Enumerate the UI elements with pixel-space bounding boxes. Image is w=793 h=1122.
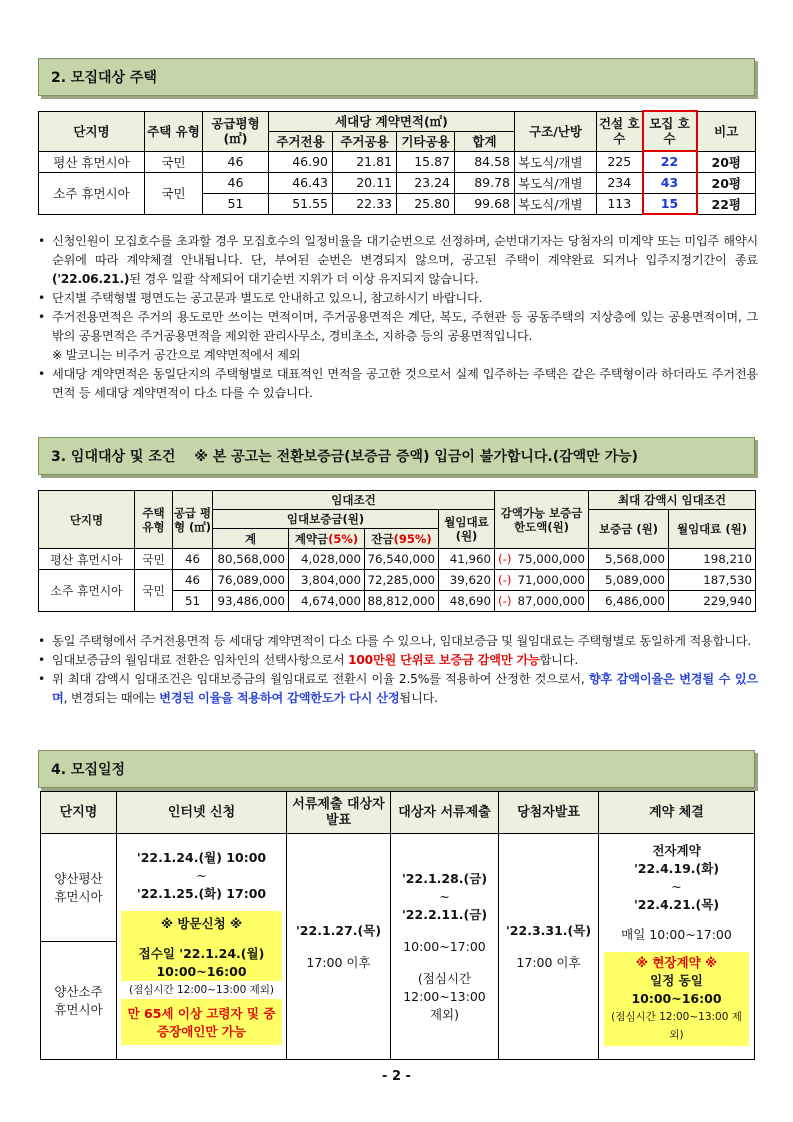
contract-daily: 매일 10:00~17:00: [621, 926, 732, 942]
note-text: 합니다.: [539, 653, 578, 667]
online-end: '22.1.25.(화) 17:00: [136, 885, 267, 901]
th-winner: 당첨자발표: [499, 792, 599, 834]
th-max-monthly: 월임대료 (원): [669, 510, 756, 549]
doc-submit-time: 10:00~17:00: [403, 938, 486, 954]
cell-monthly: 48,690: [439, 591, 495, 612]
contract-end: '22.4.21.(목): [633, 896, 720, 912]
note-text: 위 최대 감액시 임대조건은 임대보증금의 월임대료로 전환시 이율 2.5%를 적용하여 산정한 것으로서,: [52, 672, 589, 686]
section-3-header: [38, 437, 755, 475]
th-down-label: 계약금: [294, 531, 329, 546]
cell-total: 80,568,000: [213, 549, 289, 570]
cell-monthly: 39,620: [439, 570, 495, 591]
section-2-notes: [38, 232, 758, 403]
note-highlight: 변경된 이율을 적용하여 감액한도가 다시 산정: [159, 691, 400, 705]
cell-minus: (-): [495, 549, 515, 570]
cell-structure: 복도식/개별: [515, 172, 597, 193]
cell-down: 4,674,000: [289, 591, 365, 612]
note-contract-area: • 세대당 계약면적은 동일단지의 주택형별로 대표적인 면적을 공고한 것으로서 실제 입주하는 주택은 같은 주택형이라 하더라도 주거전용면적 등 세대당 계약면적이 다소 다를 수 있습니다.: [38, 365, 758, 403]
th-doc-target: 서류제출 대상자 발표: [287, 792, 391, 834]
note-text: 된 경우 일괄 삭제되어 대기순번 지위가 더 이상 유지되지 않습니다.: [129, 272, 479, 286]
th-note: 비고: [697, 111, 756, 151]
doc-submit-tilde: ~: [439, 888, 450, 904]
contract-tilde: ~: [671, 878, 682, 894]
cell-note: 20평: [697, 151, 756, 172]
cell-area: 46: [173, 570, 213, 591]
cell-minus: (-): [495, 591, 515, 612]
cell-sum: 89.78: [455, 172, 515, 193]
th-sum: 합계: [455, 131, 515, 151]
th-down-pct: (5%): [328, 531, 359, 546]
th-contract: 계약 체결: [599, 792, 755, 834]
doc-target-date: '22.1.27.(목): [295, 922, 382, 938]
cell-exclusive: 46.43: [269, 172, 333, 193]
th-complex: 단지명: [41, 792, 117, 834]
note-floorplan: • 단지별 주택형별 평면도는 공고문과 별도로 안내하고 있으니, 참고하시기 바랍니다.: [38, 289, 758, 308]
th-complex: 단지명: [39, 491, 135, 549]
th-rental-conditions: 임대조건: [213, 491, 495, 510]
cell-structure: 복도식/개별: [515, 193, 597, 214]
visit-title: ※ 방문신청 ※: [160, 915, 243, 931]
note-text: 됩니다.: [399, 691, 438, 705]
th-max-reduction: 최대 감액시 임대조건: [589, 491, 756, 510]
cell-max-deposit: 5,089,000: [589, 570, 669, 591]
cell-recruit: 15: [643, 193, 697, 214]
th-exclusive: 주거전용: [269, 131, 333, 151]
cell-max-monthly: 187,530: [669, 570, 756, 591]
cell-area: 46: [203, 172, 269, 193]
page-number: - 2 -: [382, 1069, 411, 1084]
cell-recruit: 22: [643, 151, 697, 172]
section-2-title: 2. 모집대상 주택: [51, 70, 157, 86]
cell-common: 20.11: [333, 172, 397, 193]
th-balance-label: 잔금: [371, 531, 394, 546]
cell-monthly: 41,960: [439, 549, 495, 570]
visit-eligibility: 만 65세 이상 고령자 및 중증장애인만 가능: [127, 1005, 276, 1039]
th-other: 기타공용: [397, 131, 455, 151]
cell-sum: 99.68: [455, 193, 515, 214]
cell-max-monthly: 229,940: [669, 591, 756, 612]
cell-type: 국민: [135, 549, 173, 570]
doc-submit-lunch: (점심시간 12:00~13:00 제외): [403, 970, 486, 1022]
cell-type: 국민: [145, 172, 203, 214]
note-same-type: • 동일 주택형에서 주거전용면적 등 세대당 계약면적이 다소 다를 수 있으나, 임대보증금 및 월임대료는 주택형별로 동일하게 적용합니다.: [38, 632, 758, 651]
online-start: '22.1.24.(월) 10:00: [136, 849, 267, 865]
th-doc-submit: 대상자 서류제출: [391, 792, 499, 834]
doc-submit-start: '22.1.28.(금): [401, 870, 488, 886]
cell-common: 22.33: [333, 193, 397, 214]
onsite-same: 일정 동일: [650, 972, 703, 988]
th-recruit: 모집 호수: [643, 111, 697, 151]
cell-reducible: 75,000,000: [515, 549, 589, 570]
th-total: 계: [213, 529, 289, 549]
cell-type: 국민: [145, 151, 203, 172]
cell-winner: [499, 834, 599, 1060]
cell-reducible: 71,000,000: [515, 570, 589, 591]
cell-online: [117, 834, 287, 1060]
target-housing-table: [38, 110, 756, 215]
th-balance-pct: (95%): [393, 531, 432, 546]
th-deposit: 임대보증금(원): [213, 510, 439, 529]
cell-reducible: 87,000,000: [515, 591, 589, 612]
th-max-deposit: 보증금 (원): [589, 510, 669, 549]
cell-built: 225: [597, 151, 643, 172]
cell-complex: 평산 휴먼시아: [39, 151, 145, 172]
cell-complex-soju: 양산소주 휴먼시아: [41, 942, 117, 1060]
cell-max-deposit: 5,568,000: [589, 549, 669, 570]
doc-submit-end: '22.2.11.(금): [401, 906, 488, 922]
table-row: [39, 549, 756, 570]
th-structure: 구조/난방: [515, 111, 597, 151]
th-online: 인터넷 신청: [117, 792, 287, 834]
note-highlight: 향후 감액이율은 변경될 수 있으며: [52, 672, 759, 705]
table-row: [39, 151, 756, 172]
section-3-notice: ※ 본 공고는 전환보증금(보증금 증액) 입금이 불가합니다.(감액만 가능): [194, 449, 639, 465]
visit-time: 10:00~16:00: [156, 963, 247, 979]
cell-complex-pyeongsan: 양산평산 휴먼시아: [41, 834, 117, 942]
th-complex: 단지명: [39, 111, 145, 151]
th-built: 건설 호수: [597, 111, 643, 151]
cell-note: 20평: [697, 172, 756, 193]
note-balcony: ※ 발코니는 비주거 공간으로 계약면적에서 제외: [52, 348, 301, 362]
schedule-table: [40, 791, 755, 1060]
note-highlight: 100만원 단위로 보증금 감액만 가능: [348, 653, 540, 667]
rental-conditions-table: [38, 490, 756, 612]
th-area: 공급평형 (㎡): [203, 111, 269, 151]
cell-balance: 88,812,000: [365, 591, 439, 612]
cell-area: 51: [173, 591, 213, 612]
cell-doc-target: [287, 834, 391, 1060]
contract-start: '22.4.19.(화): [633, 860, 720, 876]
cell-type: 국민: [135, 570, 173, 612]
section-2-header: [38, 58, 755, 96]
cell-balance: 72,285,000: [365, 570, 439, 591]
cell-max-deposit: 6,486,000: [589, 591, 669, 612]
cell-minus: (-): [495, 570, 515, 591]
cell-note: 22평: [697, 193, 756, 214]
winner-date: '22.3.31.(목): [505, 922, 592, 938]
doc-target-time: 17:00 이후: [306, 954, 371, 970]
cell-other: 23.24: [397, 172, 455, 193]
cell-max-monthly: 198,210: [669, 549, 756, 570]
winner-time: 17:00 이후: [516, 954, 581, 970]
cell-other: 15.87: [397, 151, 455, 172]
th-contract-area: 세대당 계약면적(㎡): [269, 111, 515, 131]
online-tilde: ~: [196, 867, 207, 883]
th-type: 주택 유형: [135, 491, 173, 549]
cell-sum: 84.58: [455, 151, 515, 172]
cell-complex: 평산 휴먼시아: [39, 549, 135, 570]
cell-complex: 소주 휴먼시아: [39, 172, 145, 214]
th-common: 주거공용: [333, 131, 397, 151]
cell-complex: 소주 휴먼시아: [39, 570, 135, 612]
cell-built: 113: [597, 193, 643, 214]
cell-down: 3,804,000: [289, 570, 365, 591]
th-down-payment: [289, 529, 365, 549]
cell-total: 93,486,000: [213, 591, 289, 612]
cell-exclusive: 51.55: [269, 193, 333, 214]
cell-area: 46: [203, 151, 269, 172]
note-area-definition: [38, 308, 758, 365]
cell-structure: 복도식/개별: [515, 151, 597, 172]
note-max-reduction: [38, 670, 758, 708]
note-text: , 변경되는 때에는: [63, 691, 160, 705]
cell-balance: 76,540,000: [365, 549, 439, 570]
cell-other: 25.80: [397, 193, 455, 214]
note-conversion: [38, 651, 758, 670]
contract-title: 전자계약: [652, 842, 701, 858]
visit-date: 접수일 '22.1.24.(월): [138, 945, 265, 961]
cell-area: 46: [173, 549, 213, 570]
section-3-notes: [38, 632, 758, 708]
cell-area: 51: [203, 193, 269, 214]
cell-recruit: 43: [643, 172, 697, 193]
cell-exclusive: 46.90: [269, 151, 333, 172]
onsite-title: ※ 현장계약 ※: [635, 954, 718, 970]
note-date: ('22.06.21.): [52, 272, 130, 286]
note-text: 임대보증금의 월임대료 전환은 임차인의 선택사항으로서: [52, 653, 349, 667]
cell-total: 76,089,000: [213, 570, 289, 591]
onsite-time: 10:00~16:00: [631, 990, 722, 1006]
section-3-title: 3. 임대대상 및 조건: [51, 449, 176, 465]
cell-down: 4,028,000: [289, 549, 365, 570]
cell-built: 234: [597, 172, 643, 193]
note-text: 주거전용면적은 주거의 용도로만 쓰이는 면적이며, 주거공용면적은 계단, 복도, 주현관 등 공동주택의 지상층에 있는 공용면적이며, 그 밖의 공용면적은 주거공용면적을 제외한 관리사무소, 경비초소, 지하층 등의 공용면적입니다.: [52, 310, 758, 343]
onsite-lunch: (점심시간 12:00~13:00 제외): [611, 1010, 742, 1041]
section-4-header: [38, 750, 755, 788]
section-4-title: 4. 모집일정: [51, 762, 126, 778]
table-row: [41, 834, 755, 942]
table-row: [39, 570, 756, 591]
cell-contract: [599, 834, 755, 1060]
th-type: 주택 유형: [145, 111, 203, 151]
th-reducible: 감액가능 보증금 한도액(원): [495, 491, 589, 549]
table-row: [39, 172, 756, 193]
visit-lunch: (점심시간 12:00~13:00 제외): [121, 981, 282, 999]
cell-doc-submit: [391, 834, 499, 1060]
note-text: 신청인원이 모집호수를 초과할 경우 모집호수의 일정비율을 대기순번으로 선정하며, 순번대기자는 당첨자의 미계약 또는 미입주 해약시 순위에 따라 계약체결 안내됩니다. 단, 부여된 순번은 변경되지 않으며, 공고된 주택이 계약완료 되거나 입주지정기간이 종료: [52, 234, 758, 267]
cell-common: 21.81: [333, 151, 397, 172]
th-monthly: 월임대료 (원): [439, 510, 495, 549]
th-balance: [365, 529, 439, 549]
th-area: 공급 평형 (㎡): [173, 491, 213, 549]
note-waiting-list: [38, 232, 758, 289]
